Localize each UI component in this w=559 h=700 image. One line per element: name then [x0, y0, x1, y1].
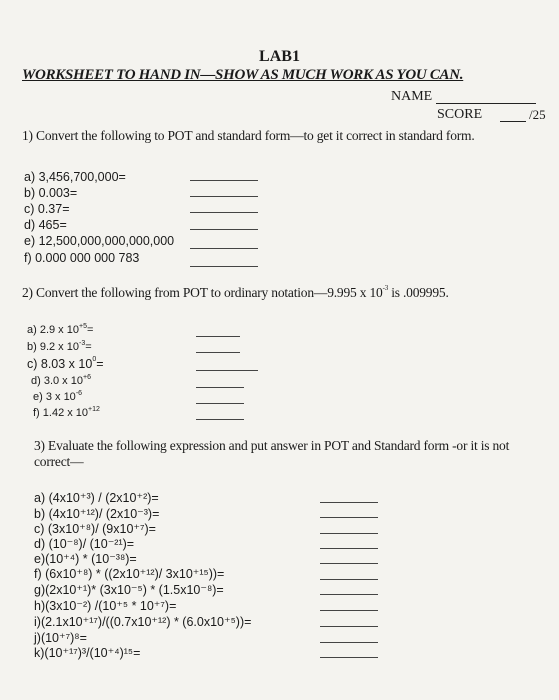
page-title: LAB1 [259, 48, 300, 65]
s3-answer-blank[interactable] [320, 610, 378, 611]
s2-answer-blank[interactable] [196, 419, 244, 420]
s3-item-a: a) (4x10⁺³) / (2x10⁺²)= [34, 491, 159, 505]
s3-answer-blank[interactable] [320, 502, 378, 503]
s2-item-b: b) 9.2 x $10^{-3}=$ [27, 340, 92, 353]
s2-item-d: d) 3.0 x $10^{+6}$ [31, 374, 91, 387]
s3-item-g: g)(2x10⁺¹)* (3x10⁻⁵) * (1.5x10⁻⁸)= [34, 583, 224, 597]
s2-item-a: a) 2.9 x $10^{+5}=$ [27, 323, 94, 336]
section3-prompt-line1: 3) Evaluate the following expression and put answer in POT and Standard form -or it is not [34, 438, 510, 453]
s2-answer-blank[interactable] [196, 336, 240, 337]
section3-prompt-line2: correct— [34, 454, 84, 469]
s1-item-a: a) 3,456,700,000= [24, 170, 126, 184]
s2-item-f: f) 1.42 x $10^{+12}$ [33, 406, 100, 419]
s1-answer-blank[interactable] [190, 248, 258, 249]
s3-item-b: b) (4x10⁺¹²)/ (2x10⁻³)= [34, 507, 160, 521]
s1-answer-blank[interactable] [190, 229, 258, 230]
section2-prompt: 2) Convert the following from POT to ordinary notation—9.995 x $10^{-3}$ is .009995. [22, 284, 449, 300]
s1-answer-blank[interactable] [190, 212, 258, 213]
s3-answer-blank[interactable] [320, 548, 378, 549]
name-label: NAME [391, 89, 433, 104]
s3-item-d: d) (10⁻⁸)/ (10⁻²¹)= [34, 537, 135, 551]
s3-answer-blank[interactable] [320, 563, 378, 564]
s1-answer-blank[interactable] [190, 196, 258, 197]
s3-item-f: f) (6x10⁺⁸) * ((2x10⁺¹²)/ 3x10⁺¹⁵))= [34, 567, 225, 581]
s3-item-h: h)(3x10⁻²) /(10⁺⁵ * 10⁺⁷)= [34, 599, 177, 613]
s1-item-f: f) 0.000 000 000 783 [24, 251, 140, 265]
score-max: /25 [529, 107, 546, 122]
score-label: SCORE [437, 107, 483, 122]
s3-item-k: k)(10⁺¹⁷)³/(10⁺⁴)¹⁵= [34, 646, 141, 660]
s3-answer-blank[interactable] [320, 579, 378, 580]
s1-item-c: c) 0.37= [24, 202, 70, 216]
section1-prompt: 1) Convert the following to POT and standard form—to get it correct in standard form. [22, 128, 475, 143]
s2-item-c: c) 8.03 x $10^0=$ [27, 356, 104, 371]
s2-answer-blank[interactable] [196, 370, 258, 371]
s1-item-b: b) 0.003= [24, 186, 78, 200]
s2-answer-blank[interactable] [196, 352, 240, 353]
s1-item-d: d) 465= [24, 218, 67, 232]
s3-answer-blank[interactable] [320, 626, 378, 627]
s3-item-e: e)(10⁺⁴) * (10⁻³⁸)= [34, 552, 137, 566]
s3-item-j: j)(10⁺⁷)⁸= [34, 631, 87, 645]
s3-answer-blank[interactable] [320, 533, 378, 534]
s2-item-e: e) 3 x $10^{-6}$ [33, 390, 83, 403]
s1-answer-blank[interactable] [190, 266, 258, 267]
s3-answer-blank[interactable] [320, 594, 378, 595]
name-blank[interactable] [436, 103, 536, 104]
s3-item-i: i)(2.1x10⁺¹⁷)/((0.7x10⁺¹²) * (6.0x10⁺⁵))= [34, 615, 252, 629]
s1-item-e: e) 12,500,000,000,000,000 [24, 234, 175, 248]
s3-answer-blank[interactable] [320, 657, 378, 658]
s3-answer-blank[interactable] [320, 517, 378, 518]
s2-answer-blank[interactable] [196, 403, 244, 404]
s3-answer-blank[interactable] [320, 642, 378, 643]
s1-answer-blank[interactable] [190, 180, 258, 181]
worksheet-subtitle: WORKSHEET TO HAND IN—SHOW AS MUCH WORK AS YOU CAN. [22, 67, 464, 83]
s3-item-c: c) (3x10⁺⁸)/ (9x10⁺⁷)= [34, 522, 156, 536]
score-blank[interactable] [500, 121, 526, 122]
s2-answer-blank[interactable] [196, 387, 244, 388]
